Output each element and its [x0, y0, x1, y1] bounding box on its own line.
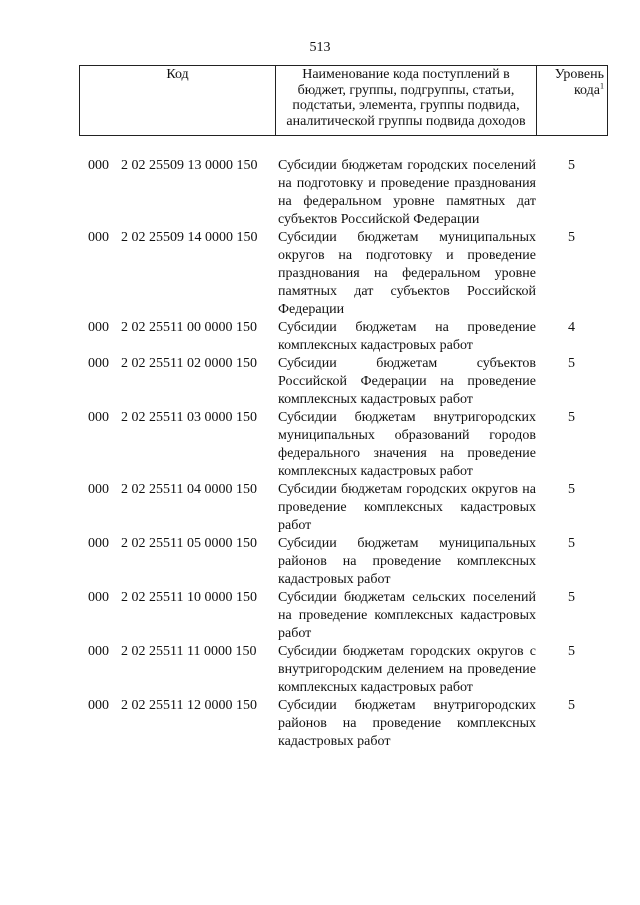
admin-code: 000: [88, 410, 109, 425]
income-name: Субсидии бюджетам внутригородских муниципальных образований городов федерального значения на проведение комплексных кадастровых работ: [278, 410, 536, 479]
income-code: 2 02 25511 03 0000 150: [121, 410, 257, 425]
admin-code: 000: [88, 482, 109, 497]
income-code: 2 02 25511 05 0000 150: [121, 536, 257, 551]
income-name: Субсидии бюджетам городских округов на проведение комплексных кадастровых работ: [278, 482, 536, 533]
code-level: 5: [568, 356, 575, 371]
table-row: [79, 589, 607, 643]
admin-code: 000: [88, 320, 109, 335]
page-number: 513: [309, 40, 331, 55]
income-name: Субсидии бюджетам городских округов с внутригородским делением на проведение комплексных кадастровых работ: [278, 644, 536, 695]
income-code: 2 02 25509 13 0000 150: [121, 158, 258, 173]
admin-code: 000: [88, 590, 109, 605]
table-row: [79, 481, 607, 535]
income-name: Субсидии бюджетам субъектов Российской Федерации на проведение комплексных кадастровых работ: [278, 356, 536, 407]
header-code: Код: [80, 66, 276, 136]
table-row: [79, 355, 607, 409]
income-name: Субсидии бюджетам внутригородских районов на проведение комплексных кадастровых работ: [278, 698, 536, 749]
table-row: [79, 157, 607, 229]
code-level: 5: [568, 410, 575, 425]
code-level: 4: [568, 320, 575, 335]
admin-code: 000: [88, 158, 109, 173]
code-level: 5: [568, 536, 575, 551]
table-row: [79, 229, 607, 319]
income-code: 2 02 25511 04 0000 150: [121, 482, 257, 497]
header-level-cell: [537, 66, 608, 136]
income-name: Субсидии бюджетам сельских поселений на проведение комплексных кадастровых работ: [278, 590, 536, 641]
income-name: Субсидии бюджетам муниципальных районов на проведение комплексных кадастровых работ: [278, 536, 536, 587]
admin-code: 000: [88, 644, 109, 659]
income-code: 2 02 25511 00 0000 150: [121, 320, 257, 335]
header-level: Уровень кода: [554, 67, 604, 98]
header-name: Наименование кода поступлений в бюджет, группы, подгруппы, статьи, подстатьи, элемента, группы подвида, аналитической группы подвида доходов: [276, 66, 537, 136]
table-row: [79, 535, 607, 589]
income-name: Субсидии бюджетам на проведение комплексных кадастровых работ: [278, 320, 536, 353]
income-code: 2 02 25511 10 0000 150: [121, 590, 257, 605]
code-level: 5: [568, 158, 575, 173]
table-row: [79, 643, 607, 697]
code-level: 5: [568, 590, 575, 605]
admin-code: 000: [88, 536, 109, 551]
table-header: [79, 65, 608, 136]
table-row: [79, 409, 607, 481]
admin-code: 000: [88, 356, 109, 371]
table-row: [79, 319, 607, 355]
code-level: 5: [568, 644, 575, 659]
code-level: 5: [568, 482, 575, 497]
table-body: [79, 157, 607, 751]
header-level-footnote: 1: [600, 80, 604, 90]
income-code: 2 02 25511 02 0000 150: [121, 356, 257, 371]
income-name: Субсидии бюджетам городских поселений на подготовку и проведение празднования на федеральном уровне памятных дат субъектов Российской Федерации: [278, 158, 536, 227]
admin-code: 000: [88, 230, 109, 245]
admin-code: 000: [88, 698, 109, 713]
income-code: 2 02 25511 12 0000 150: [121, 698, 257, 713]
income-code: 2 02 25509 14 0000 150: [121, 230, 258, 245]
code-level: 5: [568, 698, 575, 713]
code-level: 5: [568, 230, 575, 245]
income-name: Субсидии бюджетам муниципальных округов на подготовку и проведение празднования на федеральном уровне памятных дат субъектов Российской Федерации: [278, 230, 536, 317]
table-row: [79, 697, 607, 751]
income-code: 2 02 25511 11 0000 150: [121, 644, 257, 659]
